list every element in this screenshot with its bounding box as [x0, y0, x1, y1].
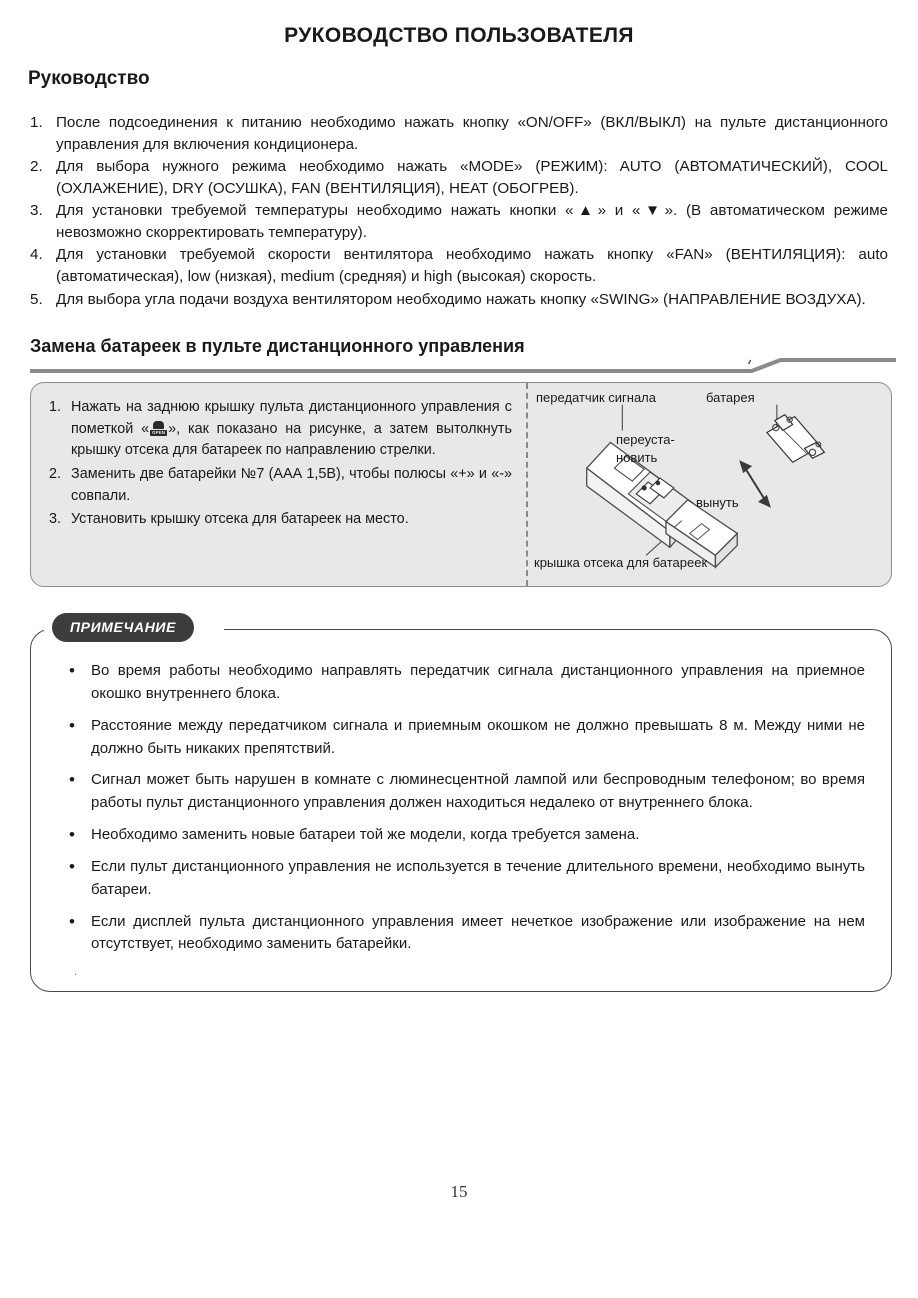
diagram-label-cover: крышка отсека для батареек	[534, 555, 708, 571]
stray-mark: .	[74, 966, 78, 979]
list-item	[57, 660, 865, 706]
note-box	[30, 629, 892, 992]
open-cover-icon-label: OPEN	[152, 429, 166, 435]
list-item	[57, 856, 865, 902]
remote-control-diagram	[528, 383, 891, 586]
list-item-text: Для выбора угла подачи воздуха вентилятором необходимо нажать кнопку «SWING» (НАПРАВЛЕНИЕ ВОЗДУХА).	[56, 290, 866, 308]
bullet-icon: •	[69, 715, 75, 735]
diagram-label-reinstall: переуста-новить	[616, 432, 675, 465]
list-item-text: Установить крышку отсека для батареек на место.	[71, 511, 409, 528]
list-item-text-after: », как показано на рисунке, а затем вытолкнуть крышку отсека для батареек по направлению стрелки.	[71, 420, 513, 459]
list-item-text	[71, 397, 512, 462]
list-item-text: Если дисплей пульта дистанционного управления имеет нечеткое изображение или изображение на нем отсутствует, необходимо заменить батарейки.	[91, 912, 865, 953]
list-item	[30, 244, 888, 287]
battery-replacement-box	[30, 382, 892, 587]
list-item-number: 3.	[49, 511, 62, 528]
bullet-icon: •	[69, 911, 75, 931]
bullet-icon: •	[69, 661, 75, 681]
battery-section-title: Замена батареек в пульте дистанционного управления	[30, 336, 525, 357]
list-item-text: Для выбора нужного режима необходимо нажать «MODE» (РЕЖИМ): AUTO (АВТОМАТИЧЕСКИЙ), COOL (ОХЛАЖЕНИЕ), DRY (ОСУШКА), FAN (ВЕНТИЛЯЦИЯ), HEAT (ОБОГРЕВ).	[56, 158, 888, 197]
diagram-label-transmitter: передатчик сигнала	[536, 390, 656, 406]
list-item	[57, 715, 865, 761]
list-item	[49, 509, 512, 531]
list-item-number: 1.	[49, 399, 62, 416]
list-item	[30, 200, 888, 243]
list-item-number: 4.	[30, 246, 43, 264]
list-item-number: 5.	[30, 290, 43, 308]
decorative-rule	[30, 358, 896, 376]
diagram-label-remove: вынуть	[696, 495, 739, 511]
instruction-list	[30, 112, 888, 310]
list-item	[57, 824, 865, 847]
list-item-number: 1.	[30, 114, 43, 131]
diagram-label-battery: батарея	[706, 390, 755, 406]
open-cover-icon-cap	[153, 421, 164, 429]
list-item	[30, 156, 888, 199]
bullet-icon: •	[69, 856, 75, 876]
list-item-text-before: Нажать на заднюю крышку пульта дистанционного управления с пометкой «	[71, 399, 512, 437]
list-item-text: Для установки требуемой температуры необходимо нажать кнопки «▲» и «▼». (В автоматическом режиме невозможно скорректировать температуру).	[56, 202, 888, 241]
list-item	[57, 769, 865, 815]
list-item-text: Заменить две батарейки №7 (ААА 1,5В), чтобы полюсы «+» и «-» совпали.	[71, 466, 512, 504]
page-title: РУКОВОДСТВО ПОЛЬЗОВАТЕЛЯ	[284, 24, 634, 47]
page-number: 15	[450, 1182, 468, 1201]
bullet-icon: •	[69, 770, 75, 790]
list-item-text: Для установки требуемой скорости вентилятора необходимо нажать кнопку «FAN» (ВЕНТИЛЯЦИЯ): auto (автоматическая), low (низкая), medium (средняя) и high (высокая) скорость.	[56, 246, 888, 286]
battery-section-header	[30, 336, 918, 376]
list-item	[57, 911, 865, 957]
list-item-text: Если пульт дистанционного управления не используется в течение длительного времени, необходимо вынуть батареи.	[91, 857, 865, 898]
list-item-number: 3.	[30, 202, 43, 220]
note-badge: ПРИМЕЧАНИЕ	[52, 613, 194, 642]
list-item-text: Необходимо заменить новые батареи той же модели, когда требуется замена.	[91, 825, 640, 843]
note-section	[30, 619, 892, 992]
list-item-number: 2.	[30, 158, 43, 176]
list-item	[49, 464, 512, 507]
list-item-number: 2.	[49, 466, 62, 483]
list-item	[49, 397, 512, 462]
battery-steps-list	[31, 383, 528, 586]
list-item	[30, 289, 888, 311]
open-cover-icon	[150, 421, 167, 436]
list-item-text: Во время работы необходимо направлять передатчик сигнала дистанционного управления на приемное окошко внутреннего блока.	[91, 662, 865, 702]
list-item-text: Расстояние между передатчиком сигнала и приемным окошком не должно превышать 8 м. Между ними не должно быть никаких препятствий.	[91, 716, 865, 757]
list-item	[30, 112, 888, 155]
section-heading: Руководство	[28, 68, 150, 89]
bullet-icon: •	[69, 824, 75, 844]
list-item-text: После подсоединения к питанию необходимо нажать кнопку «ON/OFF» (ВКЛ/ВЫКЛ) на пульте дистанционного управления для включения кондиционера.	[56, 114, 888, 153]
list-item-text: Сигнал может быть нарушен в комнате с люминесцентной лампой или беспроводным телефоном; во время работы пульт дистанционного управления должен находиться недалеко от внутреннего блока.	[91, 771, 865, 812]
